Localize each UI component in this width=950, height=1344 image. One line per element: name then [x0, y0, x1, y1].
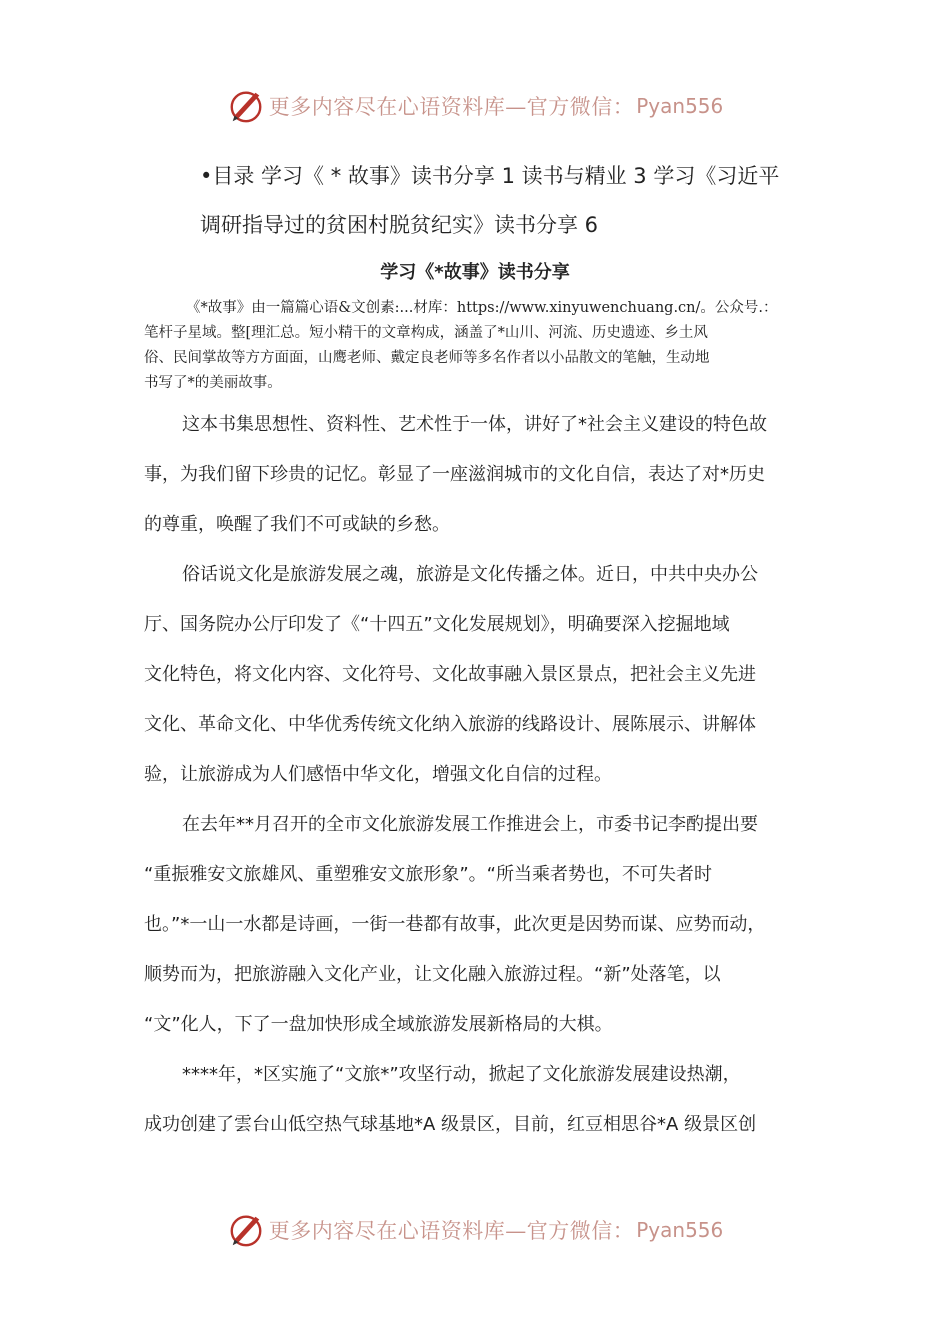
- body-line: 的尊重，唤醒了我们不可或缺的乡愁。: [144, 514, 450, 535]
- body-line: 厅、国务院办公厅印发了《“十四五”文化发展规划》，明确要深入挖掘地域: [144, 614, 730, 635]
- toc-line: 调研指导过的贫困村脱贫纪实》读书分享 6: [200, 213, 599, 237]
- watermark-header: [0, 84, 950, 128]
- watermark-text: 更多内容尽在心语资料库—官方微信：: [268, 1219, 635, 1243]
- body-line: 在去年**月召开的全市文化旅游发展工作推进会上，市委书记李酌提出要: [182, 814, 758, 835]
- watermark-footer: [0, 1208, 950, 1252]
- intro-line: 笔杆子星域。整[理汇总。短小精干的文章构成，涵盖了*山川、河流、历史遗迹、乡土风: [144, 325, 708, 341]
- body-line: 也。”*一山一水都是诗画，一街一巷都有故事，此次更是因势而谋、应势而动，: [144, 914, 766, 935]
- watermark-handle: Pyan556: [636, 94, 724, 118]
- body-line: “重振雅安文旅雄风、重塑雅安文旅形象”。“所当乘者势也，不可失者时: [144, 864, 712, 885]
- body-line: 文化特色，将文化内容、文化符号、文化故事融入景区景点，把社会主义先进: [144, 664, 756, 685]
- pen-in-circle-logo: [227, 87, 265, 125]
- body-line: 验，让旅游成为人们感悟中华文化，增强文化自信的过程。: [144, 764, 612, 785]
- body-line: 文化、革命文化、中华优秀传统文化纳入旅游的线路设计、展陈展示、讲解体: [144, 714, 756, 735]
- watermark-text: 更多内容尽在心语资料库—官方微信：: [268, 95, 635, 119]
- section-title: 学习《*故事》读书分享: [380, 262, 570, 283]
- body-text: [144, 400, 824, 1150]
- body-line: 这本书集思想性、资料性、艺术性于一体，讲好了*社会主义建设的特色故: [182, 414, 767, 435]
- intro-paragraph: [144, 296, 814, 396]
- body-line: “文”化人，下了一盘加快形成全域旅游发展新格局的大棋。: [144, 1014, 613, 1035]
- body-line: 事，为我们留下珍贵的记忆。彰显了一座滋润城市的文化自信，表达了对*历史: [144, 464, 765, 485]
- body-line: ****年，*区实施了“文旅*”攻坚行动，掀起了文化旅游发展建设热潮，: [182, 1064, 741, 1085]
- intro-line: 《*故事》由一篇篇心语&文创素:...材库：https://www.xinyuwenchuang.cn/。公众号.：: [186, 300, 778, 316]
- body-line: 顺势而为，把旅游融入文化产业，让文化融入旅游过程。“新”处落笔，以: [144, 964, 721, 985]
- toc-line: •目录 学习《 * 故事》读书分享 1 读书与精业 3 学习《习近平: [200, 164, 780, 188]
- intro-line: 俗、民间掌故等方方面面，山鹰老师、戴定良老师等多名作者以小品散文的笔触，生动地: [144, 350, 710, 366]
- pen-in-circle-logo: [227, 1211, 265, 1249]
- table-of-contents: [200, 152, 820, 250]
- intro-line: 书写了*的美丽故事。: [144, 375, 282, 391]
- body-line: 成功创建了雲台山低空热气球基地*A 级景区，目前，红豆相思谷*A 级景区创: [144, 1114, 757, 1135]
- body-line: 俗话说文化是旅游发展之魂，旅游是文化传播之体。近日，中共中央办公: [182, 564, 758, 585]
- watermark-handle: Pyan556: [636, 1218, 724, 1242]
